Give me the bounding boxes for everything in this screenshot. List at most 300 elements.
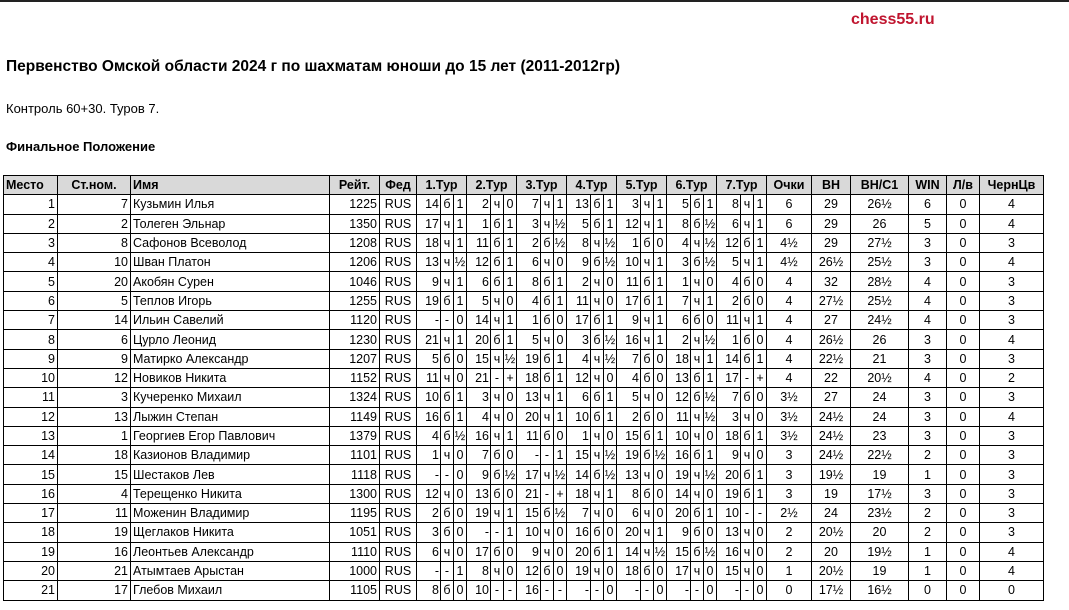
cell-round-color: ч [441,368,454,387]
cell-buchholz-cut1: 27½ [851,233,909,252]
cell-player-name: Атымтаев Арыстан [131,561,330,580]
cell-player-name: Теплов Игорь [131,291,330,310]
cell-round-color: ч [441,484,454,503]
cell-buchholz-cut1: 24 [851,407,909,426]
cell-black-games: 4 [980,542,1044,561]
cell-round-opponent: 18 [617,561,641,580]
cell-start-number: 5 [58,291,131,310]
cell-round-opponent: 13 [467,484,491,503]
cell-round-color: ч [691,349,704,368]
cell-round-opponent: 17 [517,465,541,484]
cell-round-color: б [591,523,604,542]
cell-round-opponent: 2 [417,504,441,523]
cell-round-opponent: 16 [417,407,441,426]
cell-round-color: ч [591,349,604,368]
cell-round-color: б [541,504,554,523]
cell-round-result: 1 [654,195,667,214]
cell-round-opponent: - [417,311,441,330]
cell-round-color: б [741,349,754,368]
cell-black-games: 3 [980,233,1044,252]
cell-wins: 2 [909,523,947,542]
cell-player-name: Толеген Эльнар [131,214,330,233]
cell-round-opponent: 2 [617,407,641,426]
cell-round-opponent: 9 [717,446,741,465]
cell-round-color: ч [491,291,504,310]
cell-buchholz-cut1: 21 [851,349,909,368]
cell-player-name: Ильин Савелий [131,311,330,330]
cell-round-result: 1 [604,388,617,407]
cell-round-color: б [491,446,504,465]
cell-round-color: б [641,484,654,503]
cell-round-result: 1 [654,426,667,445]
cell-round-opponent: 16 [517,581,541,600]
cell-round-color: ч [691,426,704,445]
cell-round-color: ч [541,523,554,542]
cell-black-games: 2 [980,368,1044,387]
cell-round-opponent: 12 [467,253,491,272]
cell-federation: RUS [380,272,417,291]
table-row [4,561,1044,580]
table-row [4,484,1044,503]
cell-round-result: 0 [454,581,467,600]
cell-round-color: б [641,349,654,368]
cell-round-result: 0 [604,581,617,600]
cell-round-result: 0 [704,426,717,445]
cell-wins: 4 [909,368,947,387]
cell-round-color: - [541,446,554,465]
cell-wins: 4 [909,272,947,291]
cell-round-result: 0 [654,504,667,523]
top-divider [0,0,1069,2]
cell-round-opponent: 6 [467,272,491,291]
cell-rating: 1046 [330,272,380,291]
cell-rating: 1101 [330,446,380,465]
cell-round-result: 0 [554,561,567,580]
cell-round-result: 1 [504,214,517,233]
cell-round-color: б [691,504,704,523]
cell-round-result: ½ [604,330,617,349]
cell-round-result: ½ [704,407,717,426]
cell-round-result: 0 [754,561,767,580]
cell-rating: 1300 [330,484,380,503]
cell-round-color: ч [641,504,654,523]
cell-round-color: б [441,504,454,523]
cell-player-name: Сафонов Всеволод [131,233,330,252]
cell-wins: 3 [909,484,947,503]
cell-round-color: ч [491,349,504,368]
cell-round-color: б [641,561,654,580]
cell-points: 4 [767,349,812,368]
cell-round-color: б [691,214,704,233]
cell-round-opponent: 20 [667,504,691,523]
cell-round-color: ч [441,272,454,291]
cell-round-color: ч [491,195,504,214]
cell-lb: 0 [947,388,980,407]
cell-rating: 1000 [330,561,380,580]
table-row [4,253,1044,272]
cell-round-color: б [641,407,654,426]
cell-federation: RUS [380,523,417,542]
cell-round-opponent: 18 [567,484,591,503]
cell-round-opponent: 10 [517,523,541,542]
cell-lb: 0 [947,561,980,580]
cell-round-result: 1 [504,504,517,523]
cell-round-result: 0 [754,446,767,465]
cell-round-color: ч [441,446,454,465]
cell-round-result: 1 [454,561,467,580]
cell-round-opponent: 18 [517,368,541,387]
cell-wins: 1 [909,561,947,580]
cell-wins: 2 [909,446,947,465]
cell-round-result: 1 [654,291,667,310]
cell-round-opponent: 15 [717,561,741,580]
cell-buchholz-cut1: 25½ [851,291,909,310]
cell-round-result: - [754,504,767,523]
cell-round-color: б [641,368,654,387]
cell-place: 11 [4,388,58,407]
cell-round-result: 0 [654,407,667,426]
cell-round-color: б [591,195,604,214]
cell-round-result: 0 [504,484,517,503]
cell-buchholz-cut1: 26 [851,214,909,233]
cell-round-opponent: 20 [467,330,491,349]
cell-round-opponent: 17 [717,368,741,387]
cell-federation: RUS [380,407,417,426]
col-header-name: Имя [131,176,330,195]
col-header-federation: Фед [380,176,417,195]
cell-round-opponent: 18 [667,349,691,368]
cell-player-name: Глебов Михаил [131,581,330,600]
cell-round-color: б [491,465,504,484]
cell-round-result: ½ [704,330,717,349]
cell-place: 5 [4,272,58,291]
cell-round-color: ч [591,446,604,465]
cell-rating: 1350 [330,214,380,233]
cell-start-number: 1 [58,426,131,445]
cell-buchholz: 27 [812,311,851,330]
cell-round-opponent: 14 [717,349,741,368]
cell-round-result: ½ [554,465,567,484]
cell-start-number: 21 [58,561,131,580]
cell-rating: 1051 [330,523,380,542]
table-row [4,349,1044,368]
cell-round-color: б [741,291,754,310]
cell-round-result: 0 [554,542,567,561]
cell-place: 21 [4,581,58,600]
cell-round-opponent: 11 [567,291,591,310]
cell-black-games: 3 [980,523,1044,542]
cell-round-opponent: 9 [567,253,591,272]
cell-rating: 1208 [330,233,380,252]
cell-round-color: ч [641,542,654,561]
table-row [4,465,1044,484]
cell-black-games: 3 [980,484,1044,503]
cell-round-opponent: 4 [517,291,541,310]
cell-lb: 0 [947,523,980,542]
cell-round-result: 1 [554,349,567,368]
cell-place: 12 [4,407,58,426]
page-title: Первенство Омской области 2024 г по шахматам юноши до 15 лет (2011-2012гр) [6,58,620,75]
cell-round-opponent: 17 [567,311,591,330]
cell-round-result: ½ [704,388,717,407]
cell-round-opponent: 12 [567,368,591,387]
cell-buchholz-cut1: 19½ [851,542,909,561]
cell-round-opponent: - [467,523,491,542]
cell-round-opponent: 5 [417,349,441,368]
cell-round-opponent: 9 [667,523,691,542]
cell-round-opponent: - [667,581,691,600]
cell-black-games: 4 [980,407,1044,426]
cell-place: 1 [4,195,58,214]
cell-round-result: 1 [454,407,467,426]
cell-start-number: 9 [58,349,131,368]
cell-round-result: 0 [454,311,467,330]
cell-round-opponent: - [517,446,541,465]
cell-round-color: б [541,561,554,580]
cell-round-result: ½ [654,542,667,561]
cell-buchholz: 29 [812,195,851,214]
cell-round-result: 1 [654,330,667,349]
table-row [4,214,1044,233]
cell-round-color: б [741,330,754,349]
cell-federation: RUS [380,446,417,465]
cell-buchholz-cut1: 28½ [851,272,909,291]
cell-points: 3 [767,465,812,484]
cell-round-result: ½ [704,465,717,484]
cell-round-opponent: 5 [517,330,541,349]
cell-round-color: б [591,330,604,349]
cell-round-color: - [741,368,754,387]
cell-buchholz-cut1: 23½ [851,504,909,523]
cell-round-opponent: 9 [517,542,541,561]
col-header-lb: Л/в [947,176,980,195]
cell-round-result: ½ [604,446,617,465]
cell-buchholz-cut1: 24 [851,388,909,407]
cell-round-result: 1 [454,388,467,407]
cell-player-name: Леонтьев Александр [131,542,330,561]
cell-buchholz: 24 [812,504,851,523]
cell-round-result: 0 [454,484,467,503]
cell-round-color: - [491,523,504,542]
cell-round-result: 0 [554,426,567,445]
cell-round-result: 0 [454,542,467,561]
cell-round-result: ½ [504,465,517,484]
cell-round-result: 1 [604,311,617,330]
cell-round-color: б [591,253,604,272]
cell-player-name: Акобян Сурен [131,272,330,291]
cell-round-result: 1 [554,368,567,387]
cell-round-color: ч [741,214,754,233]
cell-round-result: 1 [604,484,617,503]
cell-wins: 4 [909,291,947,310]
cell-rating: 1105 [330,581,380,600]
cell-round-color: ч [591,233,604,252]
site-brand[interactable]: chess55.ru [851,11,935,28]
cell-round-color: ч [741,523,754,542]
col-header-buchholz: ВН [812,176,851,195]
cell-round-color: ч [691,561,704,580]
cell-round-opponent: - [417,465,441,484]
cell-round-result: 1 [704,368,717,387]
cell-rating: 1110 [330,542,380,561]
cell-round-result: 0 [654,581,667,600]
cell-round-opponent: 14 [617,542,641,561]
cell-round-color: ч [441,214,454,233]
cell-round-opponent: 15 [467,349,491,368]
cell-round-opponent: 20 [567,542,591,561]
cell-federation: RUS [380,330,417,349]
cell-round-result: 0 [704,272,717,291]
cell-round-opponent: 20 [617,523,641,542]
cell-lb: 0 [947,311,980,330]
cell-round-opponent: 6 [517,253,541,272]
cell-start-number: 20 [58,272,131,291]
cell-rating: 1379 [330,426,380,445]
cell-points: 4½ [767,233,812,252]
cell-round-result: 1 [654,272,667,291]
cell-place: 15 [4,465,58,484]
col-header-round-4: 4.Тур [567,176,617,195]
cell-round-result: 0 [754,542,767,561]
cell-round-opponent: 21 [417,330,441,349]
cell-round-color: б [691,253,704,272]
cell-round-result: 0 [754,388,767,407]
cell-round-result: 0 [604,368,617,387]
cell-start-number: 15 [58,465,131,484]
cell-round-result: ½ [704,542,717,561]
cell-round-result: 1 [504,311,517,330]
cell-round-opponent: 7 [567,504,591,523]
cell-round-result: 1 [754,233,767,252]
cell-round-opponent: 4 [467,407,491,426]
cell-black-games: 3 [980,504,1044,523]
cell-rating: 1206 [330,253,380,272]
cell-wins: 3 [909,349,947,368]
cell-wins: 0 [909,581,947,600]
cell-round-color: ч [741,561,754,580]
cell-round-color: ч [491,504,504,523]
cell-black-games: 3 [980,272,1044,291]
cell-place: 17 [4,504,58,523]
cell-buchholz: 19 [812,484,851,503]
cell-black-games: 3 [980,426,1044,445]
cell-place: 8 [4,330,58,349]
table-row [4,426,1044,445]
cell-round-result: ½ [654,446,667,465]
cell-round-opponent: 8 [467,561,491,580]
cell-round-opponent: 8 [667,214,691,233]
cell-round-color: б [741,233,754,252]
cell-round-color: - [741,581,754,600]
cell-lb: 0 [947,368,980,387]
cell-round-color: - [441,465,454,484]
cell-federation: RUS [380,561,417,580]
cell-round-color: ч [691,330,704,349]
cell-round-result: 1 [554,388,567,407]
cell-round-result: 0 [454,465,467,484]
cell-round-opponent: 21 [467,368,491,387]
cell-start-number: 10 [58,253,131,272]
cell-points: 4 [767,291,812,310]
col-header-buchholz-cut1: ВН/С1 [851,176,909,195]
cell-round-result: 0 [504,561,517,580]
cell-round-color: ч [591,484,604,503]
cell-round-result: 0 [454,368,467,387]
table-row [4,523,1044,542]
cell-lb: 0 [947,504,980,523]
cell-round-result: 0 [704,484,717,503]
col-header-rating: Рейт. [330,176,380,195]
cell-round-color: б [441,581,454,600]
cell-buchholz: 32 [812,272,851,291]
cell-round-color: б [691,368,704,387]
cell-round-color: ч [741,253,754,272]
cell-round-result: 0 [554,523,567,542]
standings-table [3,175,1044,601]
cell-round-color: ч [591,561,604,580]
cell-round-opponent: 9 [467,465,491,484]
cell-round-opponent: 3 [417,523,441,542]
cell-start-number: 8 [58,233,131,252]
cell-place: 3 [4,233,58,252]
col-header-round-5: 5.Тур [617,176,667,195]
cell-round-color: б [591,465,604,484]
cell-start-number: 11 [58,504,131,523]
cell-round-result: 1 [454,330,467,349]
cell-round-result: 0 [454,446,467,465]
cell-round-result: 1 [504,426,517,445]
cell-round-color: ч [541,542,554,561]
cell-points: 6 [767,214,812,233]
cell-round-result: 0 [654,561,667,580]
cell-start-number: 12 [58,368,131,387]
cell-round-opponent: 7 [717,388,741,407]
cell-wins: 3 [909,407,947,426]
cell-round-opponent: 8 [617,484,641,503]
cell-round-opponent: 10 [417,388,441,407]
cell-lb: 0 [947,407,980,426]
cell-round-color: ч [741,311,754,330]
cell-federation: RUS [380,581,417,600]
cell-round-opponent: 2 [517,233,541,252]
cell-round-color: б [741,465,754,484]
cell-round-result: 1 [554,291,567,310]
cell-start-number: 4 [58,484,131,503]
cell-round-result: 1 [754,214,767,233]
cell-round-result: 0 [504,446,517,465]
cell-round-color: б [441,291,454,310]
cell-round-result: 1 [754,426,767,445]
cell-round-opponent: 16 [567,523,591,542]
cell-lb: 0 [947,446,980,465]
cell-rating: 1324 [330,388,380,407]
cell-round-color: - [491,368,504,387]
cell-round-result: 0 [554,330,567,349]
cell-round-color: ч [691,291,704,310]
cell-round-color: - [491,581,504,600]
cell-round-result: 0 [654,349,667,368]
cell-round-color: б [741,426,754,445]
cell-round-opponent: 5 [667,195,691,214]
cell-round-result: ½ [554,233,567,252]
cell-round-color: б [591,214,604,233]
cell-rating: 1118 [330,465,380,484]
table-header-row [4,176,1044,195]
cell-federation: RUS [380,426,417,445]
cell-round-opponent: 8 [567,233,591,252]
cell-round-opponent: 12 [517,561,541,580]
cell-round-opponent: 14 [467,311,491,330]
